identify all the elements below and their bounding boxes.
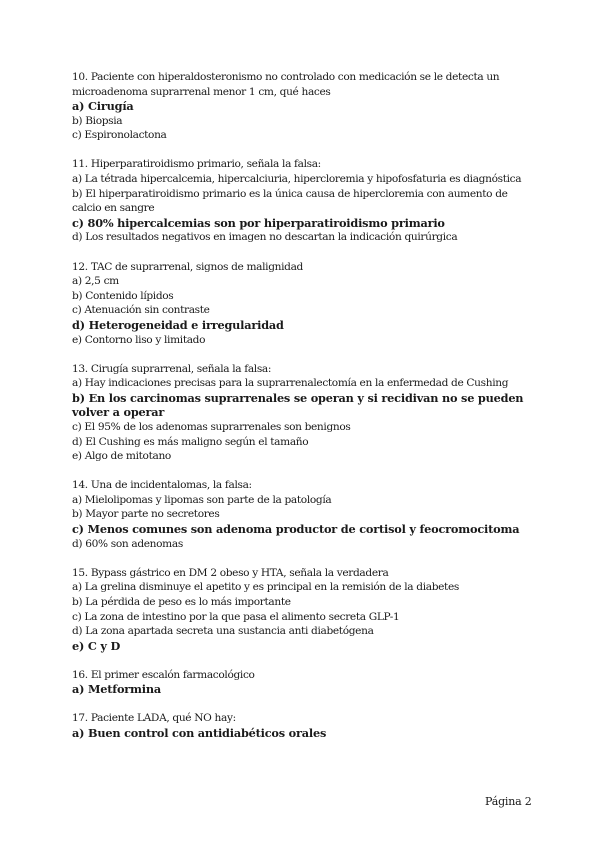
correct-answer-option: a) Buen control con antidiabéticos orales [72, 726, 327, 741]
answer-option: b) Biopsia [72, 114, 123, 127]
question-block [72, 70, 532, 143]
question-block [72, 566, 532, 654]
question-stem: 12. TAC de suprarrenal, signos de malignidad [72, 260, 303, 273]
answer-option: e) Algo de mitotano [72, 450, 171, 463]
question-stem: 16. El primer escalón farmacológico [72, 668, 255, 681]
answer-option: b) La pérdida de peso es lo más importante [72, 595, 291, 608]
answer-option: a) 2,5 cm [72, 275, 119, 288]
question-stem: 14. Una de incidentalomas, la falsa: [72, 479, 252, 492]
page-number: Página 2 [485, 795, 532, 808]
question-block [72, 478, 532, 551]
question-block [72, 362, 532, 464]
answer-option: a) Hay indicaciones precisas para la suprarrenalectomía en la enfermedad de Cushing [72, 377, 509, 390]
question-block [72, 260, 532, 348]
correct-answer-option: d) Heterogeneidad e irregularidad [72, 317, 284, 332]
question-block [72, 668, 532, 697]
correct-answer-option: c) Menos comunes son adenoma productor de cortisol y feocromocitoma [72, 522, 520, 537]
question-stem: 15. Bypass gástrico en DM 2 obeso y HTA, señala la verdadera [72, 566, 389, 579]
question-block [72, 157, 532, 245]
answer-option: c) Espironolactona [72, 129, 167, 142]
correct-answer-option: e) C y D [72, 638, 121, 653]
answer-option: c) Atenuación sin contraste [72, 304, 210, 317]
question-stem: 10. Paciente con hiperaldosteronismo no controlado con medicación se le detecta un microadenoma suprarrenal menor 1 cm, qué haces [72, 71, 500, 98]
question-stem: 11. Hiperparatiroidismo primario, señala la falsa: [72, 158, 321, 171]
answer-option: d) El Cushing es más maligno según el tamaño [72, 435, 309, 448]
answer-option: a) La grelina disminuye el apetito y es principal en la remisión de la diabetes [72, 581, 459, 594]
answer-option: c) El 95% de los adenomas suprarrenales son benignos [72, 420, 351, 433]
answer-option: b) El hiperparatiroidismo primario es la única causa de hipercloremia con aumento de calcio en sangre [72, 187, 508, 215]
correct-answer-option: a) Metformina [72, 682, 162, 697]
answer-option: d) Los resultados negativos en imagen no descartan la indicación quirúrgica [72, 231, 458, 244]
correct-answer-option: c) 80% hipercalcemias son por hiperparatiroidismo primario [72, 215, 445, 230]
answer-option: b) Contenido lípidos [72, 289, 174, 302]
question-stem: 13. Cirugía suprarrenal, señala la falsa: [72, 362, 272, 375]
question-block [72, 711, 532, 740]
document-body [72, 70, 532, 755]
answer-option: a) Mielolipomas y lipomas son parte de la patología [72, 493, 332, 506]
answer-option: c) La zona de intestino por la que pasa el alimento secreta GLP-1 [72, 610, 400, 623]
answer-option: a) La tétrada hipercalcemia, hipercalciuria, hipercloremia y hipofosfaturia es diagnóstica [72, 173, 522, 186]
question-stem: 17. Paciente LADA, qué NO hay: [72, 712, 236, 725]
answer-option: d) 60% son adenomas [72, 537, 183, 550]
correct-answer-option: a) Cirugía [72, 99, 134, 114]
answer-option: d) La zona apartada secreta una sustancia anti diabetógena [72, 625, 374, 638]
answer-option: b) Mayor parte no secretores [72, 508, 220, 521]
answer-option: e) Contorno liso y limitado [72, 333, 206, 346]
correct-answer-option: b) En los carcinomas suprarrenales se operan y si recidivan no se pueden volver a operar [72, 390, 524, 420]
